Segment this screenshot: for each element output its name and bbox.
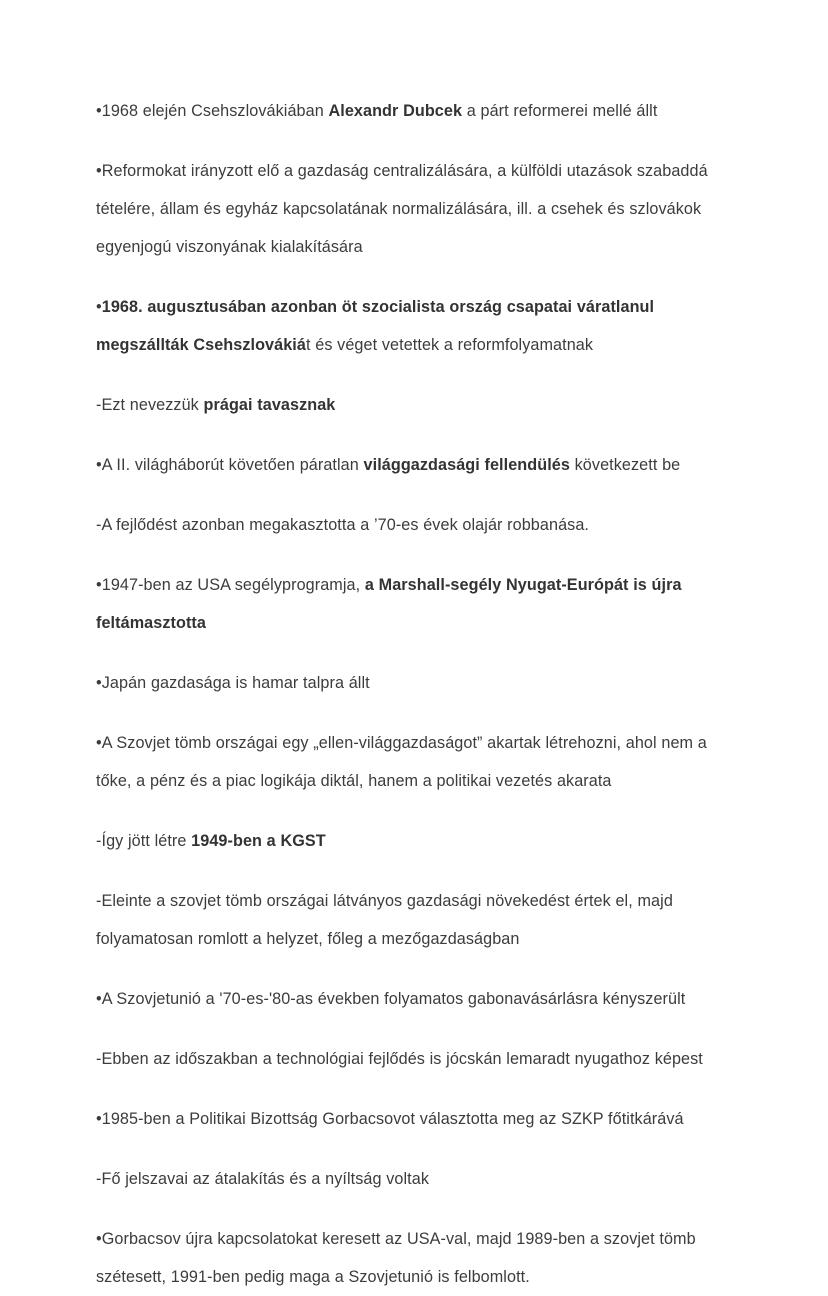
dash-icon: -: [96, 1170, 102, 1188]
bullet-icon: •: [96, 1110, 102, 1128]
text-run: A II. világháborút követően páratlan: [101, 456, 364, 474]
text-run: Így jött létre: [101, 832, 192, 850]
paragraph-counter-world-economy: [96, 724, 732, 800]
text-run: 1947-ben az USA segélyprogramja,: [101, 576, 365, 594]
bullet-icon: •: [96, 734, 102, 752]
text-run: A fejlődést azonban megakasztotta a ’70-es évek olajár robbanása.: [101, 516, 589, 534]
text-run: Eleinte a szovjet tömb országai látványos gazdasági növekedést értek el, majd folyamatosan romlott a helyzet, főleg a mezőgazdaságban: [96, 892, 673, 948]
bullet-icon: •: [96, 576, 102, 594]
paragraph-grain-imports: [96, 980, 732, 1018]
text-run: t és véget vetettek a reformfolyamatnak: [305, 336, 594, 354]
text-run: 1985-ben a Politikai Bizottság Gorbacsovot választotta meg az SZKP főtitkárává: [101, 1110, 684, 1128]
text-run: Fő jelszavai az átalakítás és a nyíltság voltak: [101, 1170, 429, 1188]
text-run-bold: prágai tavasznak: [203, 396, 336, 414]
text-run: Japán gazdasága is hamar talpra állt: [101, 674, 370, 692]
text-run: Reformokat irányzott elő a gazdaság centralizálására, a külföldi utazások szabaddá tételére, állam és egyház kapcsolatának normalizálására, ill. a csehek és szlovákok egyenjogú viszonyának kialakítására: [96, 162, 708, 256]
paragraph-august-1968-invasion: [96, 288, 732, 364]
dash-icon: -: [96, 832, 102, 850]
text-run-bold: világgazdasági fellendülés: [363, 456, 570, 474]
paragraph-marshall-plan: [96, 566, 732, 642]
bullet-icon: •: [96, 456, 102, 474]
dash-icon: -: [96, 396, 102, 414]
paragraph-reform-proposals: [96, 152, 732, 266]
dash-icon: -: [96, 1050, 102, 1068]
paragraph-oil-shock: [96, 506, 732, 544]
text-run-bold: Alexandr Dubcek: [328, 102, 463, 120]
paragraph-growth-then-decline: [96, 882, 732, 958]
dash-icon: -: [96, 516, 102, 534]
paragraph-postwar-boom: [96, 446, 732, 484]
text-run-bold: a Marshall-segély Nyugat-Európát is újra feltámasztotta: [96, 576, 682, 632]
bullet-icon: •: [96, 1230, 102, 1248]
paragraph-glasnost-perestroika: [96, 1160, 732, 1198]
text-run: Gorbacsov újra kapcsolatokat keresett az USA-val, majd 1989-ben a szovjet tömb szétesett, 1991-ben pedig maga a Szovjetunió is felbomlott.: [96, 1230, 696, 1286]
paragraph-soviet-collapse: [96, 1220, 732, 1296]
paragraph-prague-spring: [96, 386, 732, 424]
text-run: A Szovjetunió a '70-es-'80-as években folyamatos gabonavásárlásra kényszerült: [101, 990, 686, 1008]
bullet-icon: •: [96, 102, 102, 120]
text-run-bold: 1949-ben a KGST: [191, 832, 326, 850]
paragraph-technology-lag: [96, 1040, 732, 1078]
text-run: a párt reformerei mellé állt: [462, 102, 658, 120]
paragraph-kgst-founded: [96, 822, 732, 860]
bullet-icon: •: [96, 674, 102, 692]
dash-icon: -: [96, 892, 102, 910]
text-run: 1968 elején Csehszlovákiában: [101, 102, 329, 120]
text-run-bold: 1968. augusztusában azonban öt szocialista ország csapatai váratlanul megszállták Csehszlovákiá: [96, 298, 655, 354]
bullet-icon: •: [96, 298, 102, 316]
text-run: Ezt nevezzük: [101, 396, 204, 414]
paragraph-japan-recovery: [96, 664, 732, 702]
text-run: A Szovjet tömb országai egy „ellen-világgazdaságot” akartak létrehozni, ahol nem a tőke, a pénz és a piac logikája diktál, hanem a politikai vezetés akarata: [96, 734, 707, 790]
text-run: Ebben az időszakban a technológiai fejlődés is jócskán lemaradt nyugathoz képest: [101, 1050, 703, 1068]
document-body: [96, 92, 732, 1296]
text-run: következett be: [569, 456, 681, 474]
bullet-icon: •: [96, 990, 102, 1008]
paragraph-dubcek-reform-party: [96, 92, 732, 130]
bullet-icon: •: [96, 162, 102, 180]
paragraph-gorbachev-elected: [96, 1100, 732, 1138]
